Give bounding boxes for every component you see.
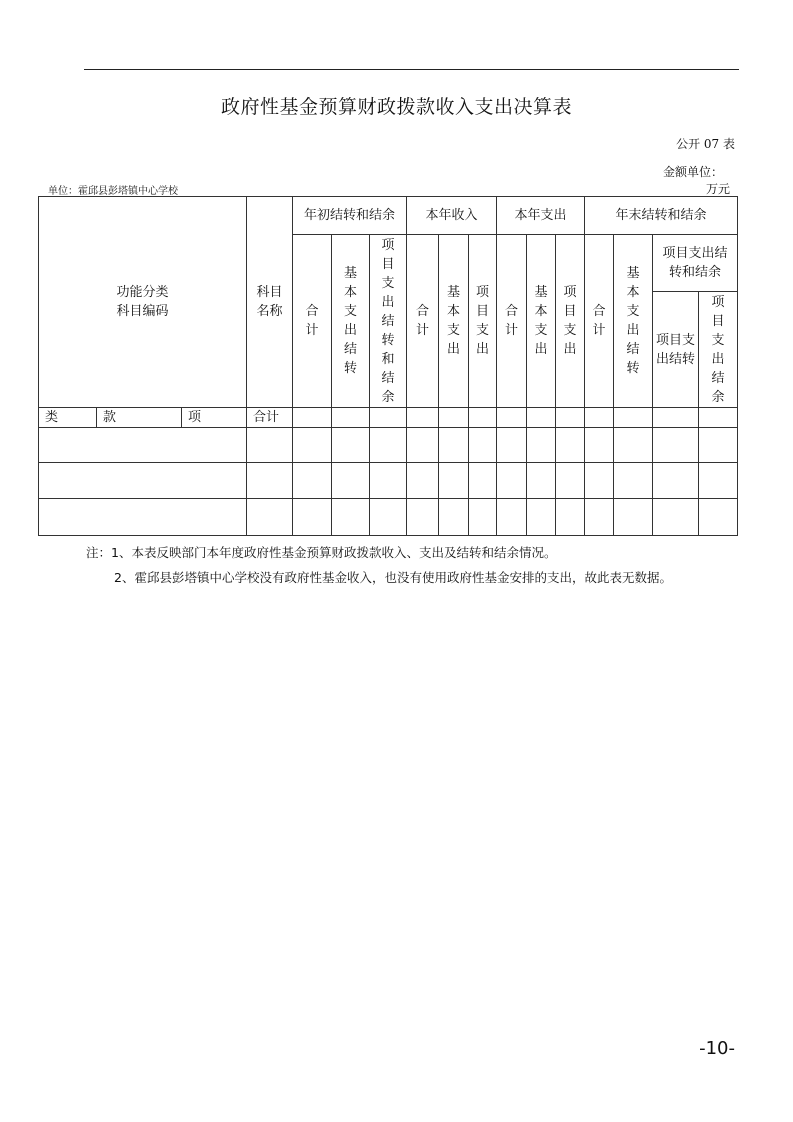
table-cell [439, 428, 469, 463]
table-cell [527, 428, 556, 463]
table-cell [439, 463, 469, 499]
col-opening-total: 合计 [293, 235, 332, 408]
table-row [39, 428, 738, 463]
col-closing-basic: 基本支出结转 [614, 235, 653, 408]
table-cell [247, 463, 293, 499]
table-cell [439, 499, 469, 536]
table-cell [556, 408, 585, 428]
table-cell [699, 408, 738, 428]
table-cell [247, 428, 293, 463]
table-cell [39, 463, 247, 499]
table-cell [497, 428, 527, 463]
table-cell [497, 499, 527, 536]
page-title: 政府性基金预算财政拨款收入支出决算表 [220, 96, 572, 118]
table-cell [653, 463, 699, 499]
col-income-total: 合计 [407, 235, 439, 408]
table-cell [469, 463, 497, 499]
col-project-carryover: 项目支出结转 [653, 292, 699, 408]
code-lei: 类 [39, 408, 97, 428]
table-cell [407, 428, 439, 463]
table-cell [293, 499, 332, 536]
table-cell [614, 428, 653, 463]
table-cell [332, 499, 370, 536]
table-cell [527, 463, 556, 499]
table-cell [247, 499, 293, 536]
table-cell [407, 499, 439, 536]
code-xiang: 项 [182, 408, 247, 428]
code-kuan: 款 [97, 408, 182, 428]
table-cell [585, 499, 614, 536]
unit-name: 单位：霍邱县彭塔镇中心学校 [48, 186, 178, 197]
amount-unit-value: 万元 [705, 182, 730, 196]
table-cell [699, 463, 738, 499]
opening-balance-header: 年初结转和结余 [293, 197, 407, 235]
table-cell [497, 463, 527, 499]
table-cell [332, 408, 370, 428]
table-cell [407, 408, 439, 428]
table-cell [614, 499, 653, 536]
table-cell [497, 408, 527, 428]
header-rule [84, 69, 739, 70]
table-cell [469, 428, 497, 463]
col-income-project: 项目支出 [469, 235, 497, 408]
col-project-balance: 项目支出结余 [699, 292, 738, 408]
table-row [39, 499, 738, 536]
col-income-basic: 基本支出 [439, 235, 469, 408]
table-cell [469, 499, 497, 536]
col-expense-project: 项目支出 [556, 235, 585, 408]
table-cell [699, 499, 738, 536]
table-cell [653, 499, 699, 536]
income-header: 本年收入 [407, 197, 497, 235]
note-2: 2、霍邱县彭塔镇中心学校没有政府性基金收入，也没有使用政府性基金安排的支出，故此表无数据。 [114, 570, 672, 585]
amount-unit-label: 金额单位： [662, 165, 723, 179]
table-cell [699, 428, 738, 463]
table-cell [556, 463, 585, 499]
page-number: -10- [699, 1038, 735, 1059]
table-cell [370, 408, 407, 428]
table-cell [653, 428, 699, 463]
table-cell [653, 408, 699, 428]
closing-balance-header: 年末结转和结余 [585, 197, 738, 235]
note-1: 注：1、本表反映部门本年度政府性基金预算财政拨款收入、支出及结转和结余情况。 [86, 545, 557, 560]
table-cell [469, 408, 497, 428]
table-cell [585, 408, 614, 428]
form-number: 公开 07 表 [676, 137, 735, 151]
table-cell [407, 463, 439, 499]
table-cell [39, 428, 247, 463]
table-cell [332, 428, 370, 463]
table-cell [370, 428, 407, 463]
code-total: 合计 [247, 408, 293, 428]
table-row [39, 463, 738, 499]
subject-name-header: 科目 名称 [247, 197, 293, 408]
table-cell [332, 463, 370, 499]
table-cell [614, 408, 653, 428]
table-cell [293, 408, 332, 428]
table-cell [370, 463, 407, 499]
table-cell [614, 463, 653, 499]
col-opening-basic: 基本支出结转 [332, 235, 370, 408]
table-cell [585, 428, 614, 463]
table-cell [293, 428, 332, 463]
table-cell [556, 428, 585, 463]
fund-table [38, 196, 738, 536]
table-cell [293, 463, 332, 499]
col-opening-project: 项目支出结转和结余 [370, 235, 407, 408]
table-cell [439, 408, 469, 428]
project-balance-header: 项目支出结转和结余 [653, 235, 738, 292]
col-closing-total: 合计 [585, 235, 614, 408]
table-cell [527, 499, 556, 536]
table-cell [370, 499, 407, 536]
expenditure-header: 本年支出 [497, 197, 585, 235]
col-expense-total: 合计 [497, 235, 527, 408]
table-cell [527, 408, 556, 428]
table-cell [556, 499, 585, 536]
table-cell [39, 499, 247, 536]
table-cell [585, 463, 614, 499]
func-class-header: 功能分类 科目编码 [39, 197, 247, 408]
col-expense-basic: 基本支出 [527, 235, 556, 408]
